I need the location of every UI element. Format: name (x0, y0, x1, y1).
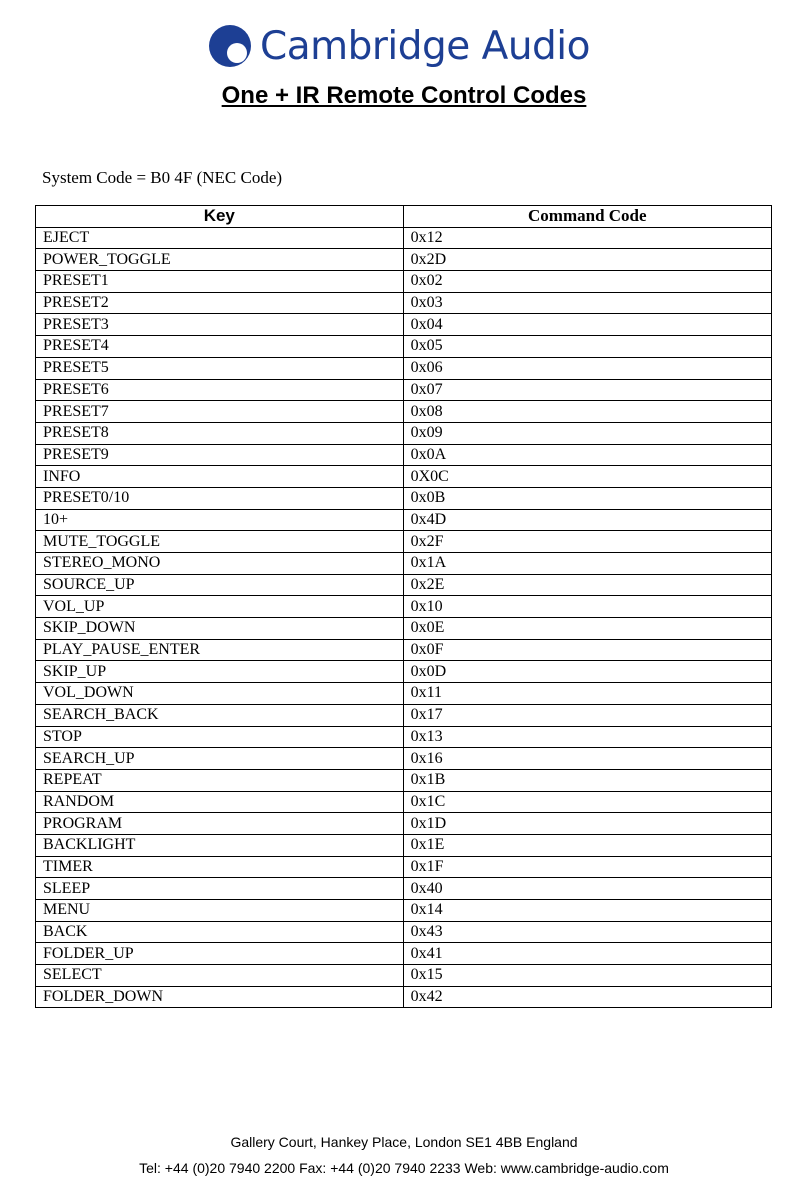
command-code-cell: 0x0A (403, 444, 771, 466)
command-code-cell: 0x04 (403, 314, 771, 336)
table-row (36, 357, 772, 379)
key-cell: VOL_UP (36, 596, 404, 618)
command-code-cell: 0x17 (403, 704, 771, 726)
command-code-cell: 0x0F (403, 639, 771, 661)
command-code-cell: 0x41 (403, 943, 771, 965)
table-row (36, 531, 772, 553)
table-row (36, 618, 772, 640)
table-row (36, 986, 772, 1008)
key-cell: FOLDER_DOWN (36, 986, 404, 1008)
table-body (36, 227, 772, 1008)
table-row (36, 444, 772, 466)
command-code-cell: 0x13 (403, 726, 771, 748)
key-cell: INFO (36, 466, 404, 488)
table-row (36, 900, 772, 922)
key-cell: SOURCE_UP (36, 574, 404, 596)
table-row (36, 834, 772, 856)
key-cell: BACK (36, 921, 404, 943)
key-cell: PRESET1 (36, 271, 404, 293)
table-row (36, 249, 772, 271)
table-row (36, 401, 772, 423)
key-cell: PRESET7 (36, 401, 404, 423)
command-code-cell: 0x10 (403, 596, 771, 618)
key-cell: MUTE_TOGGLE (36, 531, 404, 553)
command-code-cell: 0x1D (403, 813, 771, 835)
footer-address: Gallery Court, Hankey Place, London SE1 4BB England (230, 1134, 578, 1150)
table-row (36, 943, 772, 965)
key-cell: REPEAT (36, 769, 404, 791)
table-row (36, 726, 772, 748)
system-code-text: System Code = B0 4F (NEC Code) (42, 168, 283, 187)
table-row (36, 314, 772, 336)
key-cell: VOL_DOWN (36, 683, 404, 705)
command-code-cell: 0x02 (403, 271, 771, 293)
command-code-cell: 0x15 (403, 965, 771, 987)
key-cell: MENU (36, 900, 404, 922)
command-code-cell: 0x4D (403, 509, 771, 531)
key-cell: BACKLIGHT (36, 834, 404, 856)
command-code-cell: 0x08 (403, 401, 771, 423)
command-code-cell: 0x1E (403, 834, 771, 856)
table-row (36, 487, 772, 509)
key-cell: PROGRAM (36, 813, 404, 835)
command-code-cell: 0x1A (403, 553, 771, 575)
key-cell: SLEEP (36, 878, 404, 900)
command-code-cell: 0x0E (403, 618, 771, 640)
command-code-cell: 0x2E (403, 574, 771, 596)
key-cell: PRESET6 (36, 379, 404, 401)
table-row (36, 769, 772, 791)
key-cell: 10+ (36, 509, 404, 531)
table-row (36, 292, 772, 314)
command-code-cell: 0x05 (403, 336, 771, 358)
table-header-row (36, 206, 772, 228)
command-code-cell: 0x0D (403, 661, 771, 683)
command-code-cell: 0x40 (403, 878, 771, 900)
table-row (36, 748, 772, 770)
table-row (36, 553, 772, 575)
key-cell: PRESET4 (36, 336, 404, 358)
command-code-cell: 0x03 (403, 292, 771, 314)
key-cell: STOP (36, 726, 404, 748)
table-row (36, 227, 772, 249)
remote-codes-table (35, 205, 772, 1008)
table-row (36, 639, 772, 661)
table-row (36, 856, 772, 878)
command-code-cell: 0x1B (403, 769, 771, 791)
command-code-cell: 0X0C (403, 466, 771, 488)
command-code-cell: 0x11 (403, 683, 771, 705)
key-cell: PRESET5 (36, 357, 404, 379)
command-code-cell: 0x14 (403, 900, 771, 922)
table-row (36, 878, 772, 900)
cambridge-audio-logo-icon (208, 24, 252, 68)
key-cell: FOLDER_UP (36, 943, 404, 965)
brand-logo (208, 18, 590, 74)
table-row (36, 271, 772, 293)
key-cell: POWER_TOGGLE (36, 249, 404, 271)
table-row (36, 509, 772, 531)
table-row (36, 466, 772, 488)
key-cell: STEREO_MONO (36, 553, 404, 575)
key-cell: PRESET2 (36, 292, 404, 314)
key-cell: SELECT (36, 965, 404, 987)
key-cell: SKIP_UP (36, 661, 404, 683)
key-cell: TIMER (36, 856, 404, 878)
command-code-cell: 0x09 (403, 422, 771, 444)
command-code-cell: 0x06 (403, 357, 771, 379)
command-code-cell: 0x2F (403, 531, 771, 553)
table-row (36, 791, 772, 813)
table-row (36, 683, 772, 705)
key-cell: PRESET0/10 (36, 487, 404, 509)
command-code-cell: 0x1F (403, 856, 771, 878)
table-row (36, 921, 772, 943)
key-cell: RANDOM (36, 791, 404, 813)
brand-name: Cambridge Audio (260, 23, 590, 69)
table-row (36, 422, 772, 444)
table-row (36, 379, 772, 401)
command-code-cell: 0x42 (403, 986, 771, 1008)
table-row (36, 336, 772, 358)
command-code-cell: 0x43 (403, 921, 771, 943)
key-cell: PRESET8 (36, 422, 404, 444)
key-column-header: Key (36, 206, 404, 228)
command-code-cell: 0x16 (403, 748, 771, 770)
command-code-column-header: Command Code (403, 206, 771, 228)
table-row (36, 596, 772, 618)
table-row (36, 574, 772, 596)
table-row (36, 813, 772, 835)
key-cell: PRESET9 (36, 444, 404, 466)
key-cell: PRESET3 (36, 314, 404, 336)
key-cell: EJECT (36, 227, 404, 249)
command-code-cell: 0x2D (403, 249, 771, 271)
key-cell: SEARCH_UP (36, 748, 404, 770)
table-row (36, 661, 772, 683)
table-row (36, 704, 772, 726)
command-code-cell: 0x07 (403, 379, 771, 401)
command-code-cell: 0x0B (403, 487, 771, 509)
key-cell: SKIP_DOWN (36, 618, 404, 640)
key-cell: SEARCH_BACK (36, 704, 404, 726)
command-code-cell: 0x1C (403, 791, 771, 813)
footer-contact: Tel: +44 (0)20 7940 2200 Fax: +44 (0)20 7940 2233 Web: www.cambridge-audio.com (139, 1160, 669, 1176)
key-cell: PLAY_PAUSE_ENTER (36, 639, 404, 661)
page-title: One + IR Remote Control Codes (221, 82, 587, 109)
table-row (36, 965, 772, 987)
command-code-cell: 0x12 (403, 227, 771, 249)
